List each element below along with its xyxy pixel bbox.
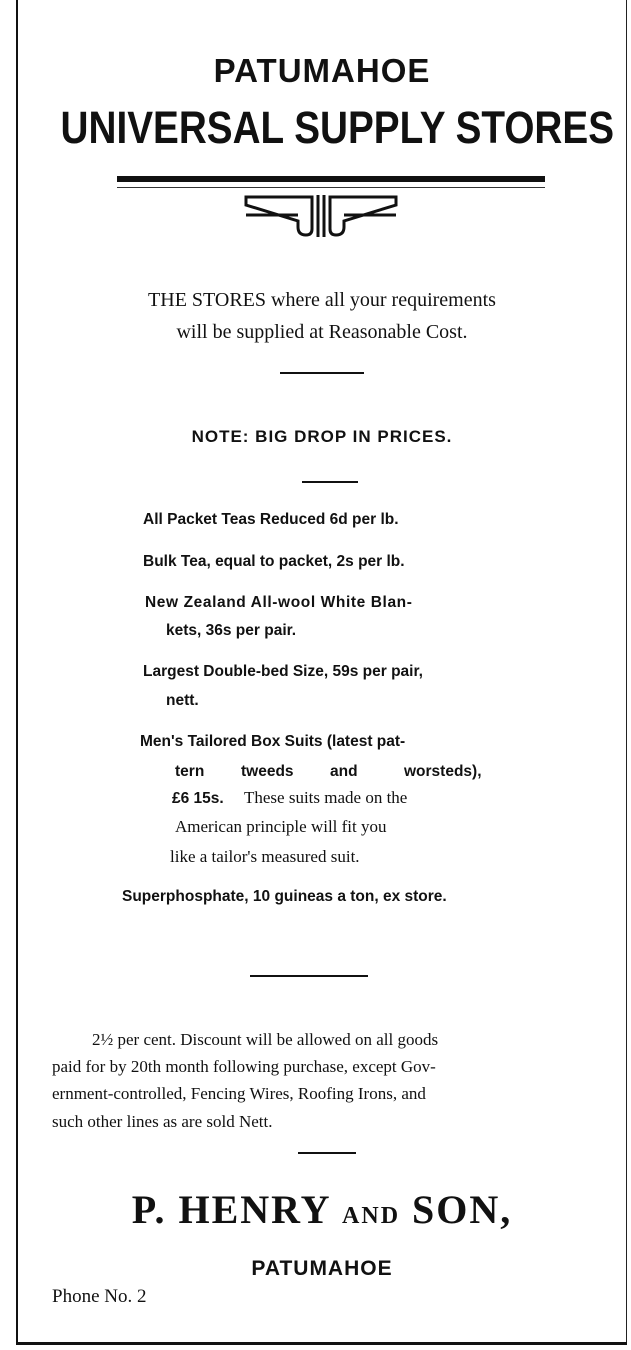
divider-3 [250, 975, 368, 977]
list-item: Superphosphate, 10 guineas a ton, ex store. [122, 888, 447, 905]
store-name-heading: UNIVERSAL SUPPLY STORES [60, 102, 615, 153]
discount-line-3: ernment-controlled, Fencing Wires, Roofing Irons, and [52, 1084, 426, 1103]
list-item: Men's Tailored Box Suits (latest pat- [140, 733, 406, 750]
firm-name-last: SON, [412, 1187, 513, 1232]
bottom-border-rule [16, 1342, 627, 1345]
firm-name [18, 1186, 626, 1233]
list-item: These suits made on the [244, 788, 408, 807]
right-border-rule [626, 0, 627, 1344]
list-item: Bulk Tea, equal to packet, 2s per lb. [143, 553, 405, 570]
list-item: like a tailor's measured suit. [170, 847, 360, 866]
footer-place: PATUMAHOE [251, 1257, 393, 1280]
list-item: nett. [166, 692, 199, 709]
list-item: Largest Double-bed Size, 59s per pair, [143, 663, 423, 680]
header-thick-rule [117, 176, 545, 182]
discount-line-1: 2½ per cent. Discount will be allowed on all goods [92, 1030, 439, 1049]
list-item: tern [175, 763, 205, 780]
discount-line-4: such other lines as are sold Nett. [52, 1112, 273, 1131]
list-item: tweeds [241, 763, 294, 780]
list-item: New Zealand All-wool White Blan- [145, 594, 413, 611]
left-border-rule [16, 0, 18, 1344]
intro-line-2: will be supplied at Reasonable Cost. [176, 321, 468, 343]
header-thin-rule [117, 187, 545, 188]
list-item: and [330, 763, 358, 780]
firm-name-first: P. HENRY [131, 1187, 331, 1232]
phone-number: Phone No. 2 [52, 1286, 147, 1307]
list-item: worsteds), [404, 763, 482, 780]
divider-4 [298, 1152, 356, 1154]
list-item: £6 15s. [172, 790, 224, 807]
intro-line-1: THE STORES where all your requirements [148, 289, 496, 311]
divider-2 [302, 481, 358, 483]
header-place: PATUMAHOE [213, 52, 431, 89]
list-item: kets, 36s per pair. [166, 622, 297, 639]
firm-name-and: AND [342, 1203, 401, 1229]
list-item: American principle will fit you [175, 817, 387, 836]
ornament-icon [242, 193, 400, 239]
divider-1 [280, 372, 364, 374]
list-item: All Packet Teas Reduced 6d per lb. [143, 511, 399, 528]
discount-line-2: paid for by 20th month following purchase, except Gov- [52, 1057, 436, 1076]
price-note: NOTE: BIG DROP IN PRICES. [191, 427, 453, 446]
